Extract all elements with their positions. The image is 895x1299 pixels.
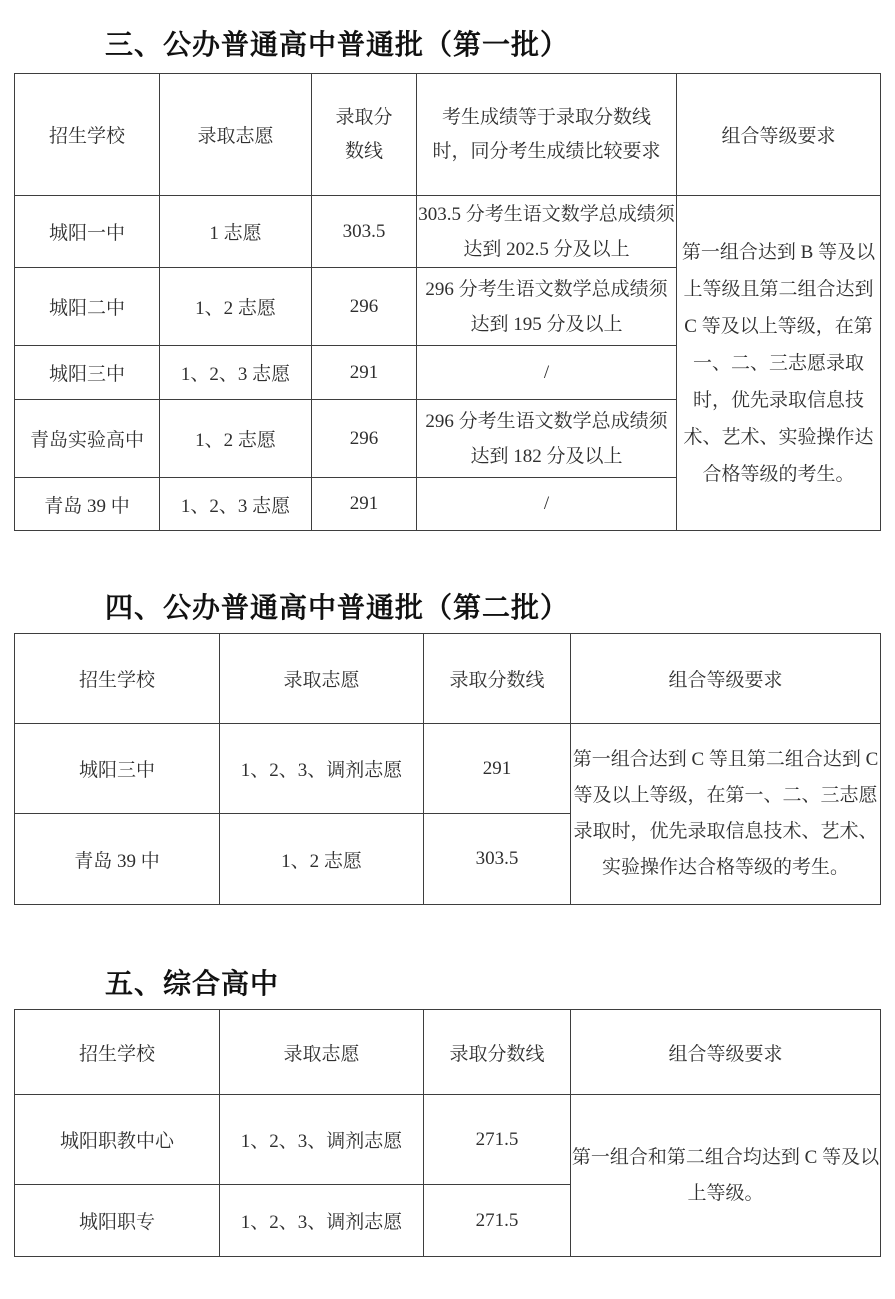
cell-choices: 1、2、3、调剂志愿: [220, 724, 424, 814]
section-comprehensive: [0, 967, 895, 1257]
spacer: [0, 625, 895, 633]
col-header-choices: 录取志愿: [220, 634, 424, 724]
table-row: [15, 1095, 881, 1185]
col-header-tiebreak: [417, 74, 677, 196]
cell-tiebreak-rule: 296 分考生语文数学总成绩须达到 195 分及以上: [417, 268, 677, 346]
cell-grade-requirement: 第一组合达到 B 等及以上等级且第二组合达到 C 等及以上等级，在第一、二、三志愿录取时，优先录取信息技术、艺术、实验操作达合格等级的考生。: [677, 196, 881, 531]
cell-tiebreak-rule: /: [417, 346, 677, 400]
section-batch2: [0, 591, 895, 905]
cell-choices: 1、2、3 志愿: [160, 478, 312, 531]
cell-school: 城阳职教中心: [15, 1095, 220, 1185]
col-header-school: [15, 74, 160, 196]
section-batch1: [0, 28, 895, 531]
col-header-score-line-label: 录取分数线: [335, 106, 393, 162]
col-header-choices: [160, 74, 312, 196]
col-header-tiebreak-label: 考生成绩等于录取分数线时，同分考生成绩比较要求: [432, 106, 661, 162]
cell-school: 城阳二中: [15, 268, 160, 346]
section-title-batch2: 四、公办普通高中普通批（第二批）: [105, 592, 570, 623]
cell-score-line: 303.5: [312, 196, 417, 268]
cell-choices: 1、2、3、调剂志愿: [220, 1095, 424, 1185]
section-title-batch1: 三、公办普通高中普通批（第一批）: [105, 29, 570, 60]
cell-score-line: 291: [312, 478, 417, 531]
col-header-school: 招生学校: [15, 634, 220, 724]
cell-choices: 1、2、3 志愿: [160, 346, 312, 400]
col-header-grade-req: 组合等级要求: [571, 1010, 881, 1095]
col-header-choices-label: 录取志愿: [197, 126, 274, 147]
cell-score-line: 291: [424, 724, 571, 814]
col-header-grade-req-label: 组合等级要求: [721, 126, 836, 147]
col-header-school-label: 招生学校: [48, 126, 125, 147]
cell-score-line: 291: [312, 346, 417, 400]
spacer: [0, 1001, 895, 1009]
col-header-grade-req: 组合等级要求: [571, 634, 881, 724]
col-header-school: 招生学校: [15, 1010, 220, 1095]
col-header-score-line: 录取分数线: [424, 634, 571, 724]
cell-choices: 1、2、3、调剂志愿: [220, 1185, 424, 1257]
cell-grade-requirement: 第一组合和第二组合均达到 C 等及以上等级。: [571, 1095, 881, 1257]
cell-school: 城阳职专: [15, 1185, 220, 1257]
cell-school: 青岛 39 中: [15, 814, 220, 905]
col-header-score-line: 录取分数线: [424, 1010, 571, 1095]
cell-school: 青岛 39 中: [15, 478, 160, 531]
cell-school: 城阳三中: [15, 724, 220, 814]
col-header-grade-req: [677, 74, 881, 196]
cell-choices: 1 志愿: [160, 196, 312, 268]
cell-choices: 1、2 志愿: [220, 814, 424, 905]
cell-score-line: 296: [312, 268, 417, 346]
cell-choices: 1、2 志愿: [160, 268, 312, 346]
cell-score-line: 271.5: [424, 1185, 571, 1257]
table-batch1: [14, 73, 881, 531]
section-title-comprehensive: 五、综合高中: [105, 968, 280, 999]
cell-school: 城阳三中: [15, 346, 160, 400]
table-batch2: [14, 633, 881, 905]
cell-tiebreak-rule: 296 分考生语文数学总成绩须达到 182 分及以上: [417, 400, 677, 478]
table-header-row: [15, 74, 881, 196]
table-header-row: [15, 1010, 881, 1095]
cell-tiebreak-rule: /: [417, 478, 677, 531]
spacer: [0, 62, 895, 73]
cell-tiebreak-rule: 303.5 分考生语文数学总成绩须达到 202.5 分及以上: [417, 196, 677, 268]
table-comprehensive: [14, 1009, 881, 1257]
table-header-row: [15, 634, 881, 724]
cell-grade-requirement: 第一组合达到 C 等且第二组合达到 C 等及以上等级，在第一、二、三志愿录取时，优先录取信息技术、艺术、实验操作达合格等级的考生。: [571, 724, 881, 905]
cell-score-line: 303.5: [424, 814, 571, 905]
table-row: [15, 724, 881, 814]
table-row: [15, 196, 881, 268]
col-header-choices: 录取志愿: [220, 1010, 424, 1095]
cell-school: 青岛实验高中: [15, 400, 160, 478]
cell-score-line: 296: [312, 400, 417, 478]
cell-school: 城阳一中: [15, 196, 160, 268]
cell-choices: 1、2 志愿: [160, 400, 312, 478]
cell-score-line: 271.5: [424, 1095, 571, 1185]
col-header-score-line: [312, 74, 417, 196]
